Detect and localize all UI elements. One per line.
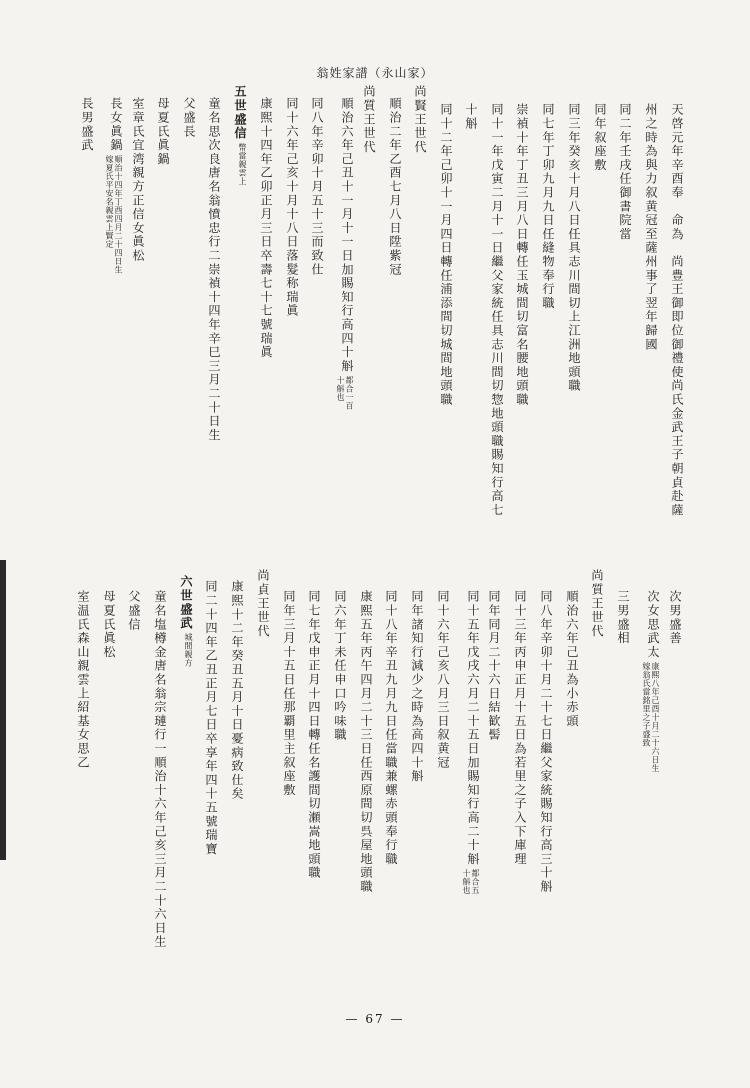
upper-column bbox=[439, 103, 453, 407]
upper-column bbox=[413, 85, 427, 154]
upper-column bbox=[593, 103, 607, 172]
lower-column bbox=[668, 590, 682, 645]
column-text: 同十六年己亥十月十八日落髮称瑞眞 bbox=[285, 97, 299, 318]
lower-column bbox=[307, 590, 321, 880]
column-text: 尚貞王世代 bbox=[256, 569, 270, 638]
column-text: 康煕十二年癸丑五月十日憂病致仕矣 bbox=[230, 580, 244, 801]
column-text: 同三年癸亥十月八日任具志川間切上江洲地頭職 bbox=[567, 103, 581, 393]
column-text: 同二十四年乙丑正月七日卒享年四十五號瑞寶 bbox=[204, 580, 218, 856]
lower-column bbox=[539, 590, 553, 894]
lower-column bbox=[513, 590, 527, 866]
lower-column bbox=[333, 590, 347, 742]
lower-column bbox=[359, 590, 373, 894]
upper-column bbox=[285, 97, 299, 318]
column-text: 同年諸知行減少之時為高四十斛 bbox=[410, 590, 424, 784]
upper-column bbox=[515, 103, 529, 407]
upper-column bbox=[490, 103, 504, 517]
column-text: 尚賢王世代 bbox=[413, 85, 427, 154]
upper-column bbox=[388, 97, 402, 276]
column-text: 次女思武太 bbox=[646, 590, 660, 659]
upper-column bbox=[362, 85, 376, 154]
column-text: 同十三年丙申正月十五日為若里之子入下庫理 bbox=[513, 590, 527, 866]
column-text: 同八年辛卯十月二十七日繼父家統賜知行高三十斛 bbox=[539, 590, 553, 894]
upper-column bbox=[80, 97, 94, 152]
lower-column bbox=[179, 575, 193, 667]
lower-column bbox=[76, 590, 90, 769]
column-text: 同七年丁卯九月九日任縫物奉行職 bbox=[541, 103, 555, 310]
column-text: 同十五年戊戌六月二十五日加賜知行高二十斛 bbox=[466, 590, 480, 866]
column-text: 同七年戊申正月十四日轉任名護間切瀬嵩地頭職 bbox=[307, 590, 321, 880]
lower-column bbox=[616, 590, 630, 645]
lower-column bbox=[642, 590, 660, 773]
column-text: 同十二年己卯十一月四日轉任浦添間切城間地頭職 bbox=[439, 103, 453, 407]
column-text: 天啓元年辛酉奉 命為 尚豊王御即位御禮使尚氏金武王子朝貞赴薩 bbox=[670, 103, 684, 517]
column-text: 童名塩樽金唐名翁宗璉行一順治十六年己亥三月二十六日生 bbox=[153, 590, 167, 949]
lower-column bbox=[127, 590, 141, 631]
upper-column bbox=[259, 97, 273, 359]
upper-column bbox=[464, 103, 478, 131]
upper-column bbox=[105, 97, 123, 274]
annotation-note: 幣當親雲上 bbox=[238, 143, 247, 186]
lower-column bbox=[462, 590, 480, 895]
column-text: 州之時為與力叙黄冠至薩州事了翌年歸國 bbox=[644, 103, 658, 352]
column-text: 同年叙座敷 bbox=[593, 103, 607, 172]
lower-column bbox=[410, 590, 424, 783]
column-text: 次男盛善 bbox=[668, 590, 682, 646]
column-text: 同二年壬戌任御書院當 bbox=[618, 103, 632, 241]
page-number: — 67 — bbox=[345, 1012, 405, 1026]
lower-column bbox=[436, 590, 450, 769]
column-text: 室章氏宜湾親方正信女眞松 bbox=[131, 97, 145, 263]
lower-column bbox=[384, 590, 398, 866]
column-text: 長男盛武 bbox=[80, 97, 94, 153]
upper-column bbox=[156, 97, 170, 166]
column-text: 童名思次良唐名翁憤忠行二崇禎十四年辛巳三月二十日生 bbox=[207, 97, 221, 442]
binding-edge-shadow bbox=[0, 560, 6, 860]
column-text: 同十八年辛丑九月九日任當職兼螺赤頭奉行職 bbox=[384, 590, 398, 866]
generation-heading: 六世盛武 bbox=[179, 575, 193, 631]
column-text: 三男盛相 bbox=[616, 590, 630, 646]
column-text: 尚質王世代 bbox=[362, 85, 376, 154]
column-text: 康熙五年丙午四月二十三日任西原間切呉屋地頭職 bbox=[359, 590, 373, 894]
column-text: 順治六年己丑十一月十一日加賜知行高四十斛 bbox=[340, 97, 354, 373]
upper-column bbox=[233, 85, 247, 186]
upper-column bbox=[336, 97, 354, 410]
lower-column bbox=[204, 580, 218, 856]
column-text: 同十六年己亥八月三日叙黄冠 bbox=[436, 590, 450, 770]
annotation-note: 順治十四年丁酉四月二十四日生 嫁夏氏平安名親雲上賢定 bbox=[105, 155, 123, 275]
lower-column bbox=[102, 590, 116, 659]
column-text: 康煕十四年乙卯正月三日卒壽七十七號瑞眞 bbox=[259, 97, 273, 360]
column-text: 尚質王世代 bbox=[590, 569, 604, 638]
lower-column bbox=[256, 569, 270, 638]
column-text: 父盛長 bbox=[182, 97, 196, 139]
column-text: 十斛 bbox=[464, 103, 478, 131]
column-text: 順治六年己丑為小赤頭 bbox=[565, 590, 579, 728]
upper-column bbox=[618, 103, 632, 241]
generation-heading: 五世盛信 bbox=[233, 85, 247, 141]
column-text: 同八年辛卯十月五十三而致仕 bbox=[310, 97, 324, 277]
column-text: 同年三月十五日任那覇里主叙座敷 bbox=[282, 590, 296, 797]
column-text: 母夏氏眞鍋 bbox=[156, 97, 170, 166]
page-header: 翁姓家譜（永山家） bbox=[316, 66, 434, 80]
lower-column bbox=[487, 590, 501, 742]
lower-column bbox=[282, 590, 296, 797]
column-text: 同十一年戊寅二月十一日繼父家統任具志川間切惣地頭職賜知行高七 bbox=[490, 103, 504, 517]
column-text: 順治二年乙酉七月八日陞紫冠 bbox=[388, 97, 402, 277]
annotation-note: 康熙八年己酉十月二十六日生 嫁翁氏當銘里之子盛致 bbox=[642, 662, 660, 773]
column-text: 崇禎十年丁丑三月八日轉任玉城間切富名腰地頭職 bbox=[515, 103, 529, 407]
column-text: 母夏氏眞松 bbox=[102, 590, 116, 659]
upper-column bbox=[207, 97, 221, 442]
lower-column bbox=[565, 590, 579, 728]
upper-column bbox=[567, 103, 581, 393]
column-text: 同年同月二十六日結歓髻 bbox=[487, 590, 501, 742]
upper-column bbox=[670, 103, 684, 517]
lower-column bbox=[590, 569, 604, 638]
annotation-note: 城間親方 bbox=[184, 633, 193, 668]
upper-column bbox=[541, 103, 555, 310]
upper-column bbox=[131, 97, 145, 263]
upper-column bbox=[644, 103, 658, 351]
upper-column bbox=[310, 97, 324, 276]
column-text: 同六年丁未任申口吟味職 bbox=[333, 590, 347, 742]
annotation-note: 都合一百 十斛也 bbox=[336, 376, 354, 410]
column-text: 父盛信 bbox=[127, 590, 141, 632]
annotation-note: 都合五 十斛也 bbox=[462, 869, 480, 895]
column-text: 長女眞鍋 bbox=[109, 97, 123, 153]
lower-column bbox=[230, 580, 244, 801]
column-text: 室温氏森山親雲上紹基女思乙 bbox=[76, 590, 90, 770]
upper-column bbox=[182, 97, 196, 138]
lower-column bbox=[153, 590, 167, 949]
